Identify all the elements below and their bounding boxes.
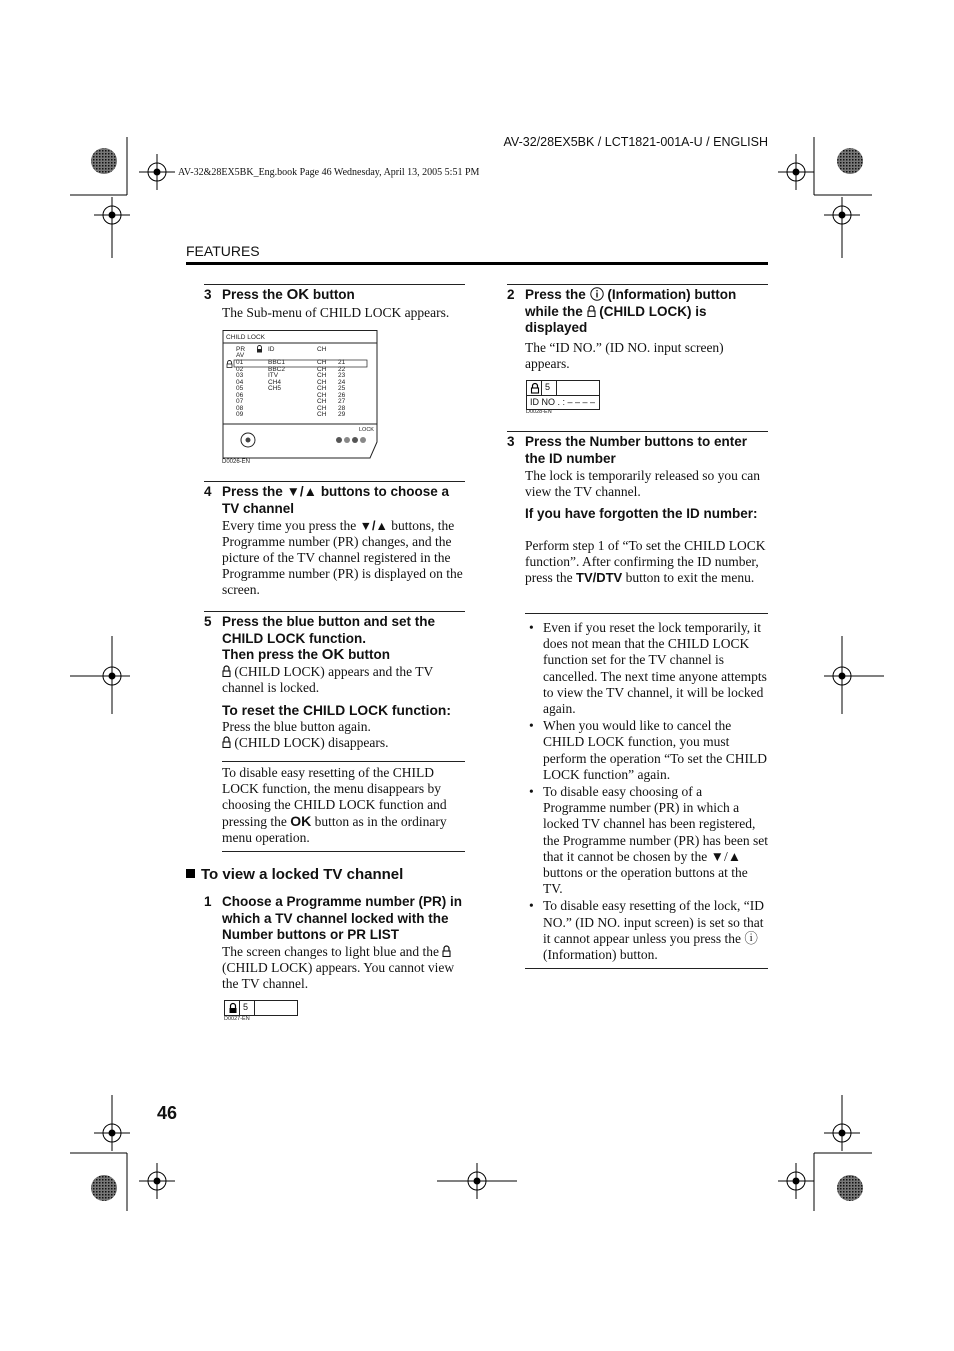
- subsection-heading: To view a locked TV channel: [186, 866, 403, 883]
- step-title: Press the blue button and set the CHILD LOCK function. Then press the OK button: [222, 614, 436, 663]
- notes-list: [525, 620, 768, 964]
- divider: [204, 284, 465, 285]
- divider: [204, 481, 465, 482]
- page-number: 46: [157, 1103, 178, 1123]
- channel-row: [236, 412, 366, 419]
- divider: [222, 851, 465, 852]
- color-wheel-icon: [837, 148, 863, 174]
- osd-channel-number: 5: [243, 1002, 249, 1012]
- channel-n: 25: [338, 385, 346, 392]
- lock-icon: [226, 360, 233, 368]
- channel-n: 29: [338, 411, 346, 418]
- step-title: Press the (Information) button while the (CHILD LOCK) is displayed: [525, 287, 737, 335]
- divider: [507, 284, 768, 285]
- step-title: Press the ▼/▲ buttons to choose a TV channel: [222, 484, 450, 516]
- channel-id: BBC1: [268, 359, 285, 366]
- child-lock-icon: [222, 665, 231, 677]
- divider: [204, 611, 465, 612]
- channel-ch: CH: [317, 365, 327, 373]
- figure-code: D0026-EN: [222, 459, 251, 465]
- channel-n: 21: [338, 359, 346, 366]
- step-text: The “ID NO.” (ID NO. input screen) appears.: [525, 340, 724, 371]
- note-text: To disable easy resetting of the CHILD LOCK function, the menu disappears by choosing the CHILD LOCK function and pressing the OK button as in the ordinary menu operation.: [222, 765, 447, 845]
- channel-ch: CH: [317, 372, 327, 379]
- menu-title: CHILD LOCK: [226, 334, 266, 341]
- book-line: AV-32&28EX5BK_Eng.book Page 46 Wednesday, April 13, 2005 5:51 PM: [178, 167, 480, 178]
- note-item: • When you would like to cancel the CHILD LOCK function, you must perform the operation “To set the CHILD LOCK function” again.: [543, 718, 768, 783]
- col-ch: CH: [317, 346, 327, 353]
- channel-n: 28: [338, 404, 346, 412]
- divider: [222, 761, 465, 762]
- channel-n: 26: [338, 391, 346, 399]
- forgot-text: Perform step 1 of “To set the CHILD LOCK function”. After confirming the ID number, press the TV/DTV button to exit the menu.: [525, 538, 766, 585]
- channel-pr: 03: [236, 372, 244, 379]
- channel-ch: CH: [317, 378, 327, 386]
- reset-heading: To reset the CHILD LOCK function:: [222, 703, 451, 718]
- reset-text: Press the blue button again.: [222, 719, 371, 734]
- channel-pr: 01: [236, 359, 244, 366]
- step-title: Press the Number buttons to enter the ID number: [525, 434, 748, 466]
- step-number: 1: [204, 894, 212, 909]
- divider: [525, 968, 768, 969]
- step-number: 2: [507, 287, 515, 302]
- channel-n: 22: [338, 365, 346, 373]
- step-title: Choose a Programme number (PR) in which a TV channel locked with the Number buttons or PR LIST: [222, 894, 463, 942]
- model-line: AV-32/28EX5BK / LCT1821-001A-U / ENGLISH: [503, 135, 768, 149]
- child-lock-icon: [222, 736, 231, 748]
- ok-button-label: OK: [286, 286, 310, 303]
- channel-list: [236, 360, 366, 419]
- section-title: FEATURES: [186, 243, 260, 259]
- channel-id: ITV: [268, 372, 279, 379]
- step-number: 5: [204, 614, 212, 629]
- lock-icon: [529, 382, 541, 394]
- ok-button-label: OK: [321, 646, 345, 663]
- channel-n: 27: [338, 398, 346, 405]
- child-lock-menu-illustration: [222, 330, 378, 460]
- channel-pr: 02: [236, 365, 244, 373]
- channel-pr: 06: [236, 391, 244, 399]
- locked-osd: [224, 1000, 298, 1016]
- tv-dtv-button-label: TV/DTV: [576, 570, 623, 585]
- divider: [525, 613, 768, 614]
- step-text: Every time you press the ▼/▲ buttons, the Programme number (PR) changes, and the picture of the TV channel registered in the Programme number (PR) is displayed on the screen.: [222, 518, 463, 597]
- channel-pr: 07: [236, 398, 244, 405]
- channel-id: CH4: [268, 378, 282, 386]
- id-input-osd: [526, 380, 600, 410]
- header-rule: [186, 262, 768, 265]
- channel-ch: CH: [317, 385, 327, 392]
- col-pr: PR: [236, 346, 246, 353]
- square-bullet-icon: [186, 869, 195, 878]
- col-id: ID: [268, 346, 275, 353]
- note-item: • To disable easy choosing of a Programme number (PR) in which a locked TV channel has been registered, the Programme number (PR) has been set that it cannot be chosen by the ▼/▲ buttons or the operation buttons at the TV.: [543, 784, 768, 897]
- channel-ch: CH: [317, 404, 327, 412]
- osd-channel-number: 5: [545, 382, 551, 392]
- channel-n: 24: [338, 378, 346, 386]
- channel-id: CH5: [268, 385, 282, 392]
- figure-code: D0028-EN: [526, 409, 552, 415]
- step-number: 4: [204, 484, 212, 499]
- channel-pr: 05: [236, 385, 244, 392]
- channel-ch: CH: [317, 411, 327, 418]
- channel-pr: 04: [236, 378, 244, 386]
- step-title: Press the OK button: [222, 286, 355, 303]
- note-item: • To disable easy resetting of the lock, “ID NO.” (ID NO. input screen) is set so that it cannot appear unless you press the ⓘ (Information) button.: [543, 898, 768, 963]
- channel-ch: CH: [317, 391, 327, 399]
- ok-button-label: OK: [290, 813, 312, 829]
- step-text: The lock is temporarily released so you can view the TV channel.: [525, 468, 761, 499]
- av-row: AV: [236, 352, 245, 359]
- lock-icon: [256, 345, 263, 353]
- color-wheel-icon: [837, 1175, 863, 1201]
- channel-ch: CH: [317, 359, 327, 366]
- divider: [507, 431, 768, 432]
- color-wheel-icon: [91, 1175, 117, 1201]
- child-lock-icon: [587, 305, 596, 317]
- step-text: (CHILD LOCK) appears and the TV channel is locked.: [222, 664, 433, 695]
- down-up-arrows: ▼/▲: [286, 484, 318, 499]
- color-wheel-icon: [91, 148, 117, 174]
- forgot-heading: If you have forgotten the ID number:: [525, 506, 758, 521]
- channel-n: 23: [338, 372, 346, 379]
- channel-ch: CH: [317, 398, 327, 405]
- channel-id: BBC2: [268, 365, 285, 373]
- lock-icon: [227, 1002, 239, 1014]
- info-icon: [590, 287, 604, 301]
- note-item: • Even if you reset the lock temporarily, it does not mean that the CHILD LOCK function set for the TV channel is cancelled. The next time anyone attempts to view the TV channel, it will be locked again.: [543, 620, 768, 717]
- channel-pr: 09: [236, 411, 244, 418]
- id-no-field: ID NO . : – – – –: [530, 397, 596, 407]
- reset-text: (CHILD LOCK) disappears.: [222, 735, 465, 751]
- child-lock-icon: [442, 945, 451, 957]
- figure-code: D0027-EN: [224, 1016, 250, 1022]
- step-text: The screen changes to light blue and the (CHILD LOCK) appears. You cannot view the TV channel.: [222, 944, 455, 991]
- channel-pr: 08: [236, 404, 244, 412]
- lock-label: LOCK: [359, 427, 374, 433]
- step-text: The Sub-menu of CHILD LOCK appears.: [222, 305, 450, 320]
- step-number: 3: [507, 434, 515, 449]
- step-number: 3: [204, 287, 212, 302]
